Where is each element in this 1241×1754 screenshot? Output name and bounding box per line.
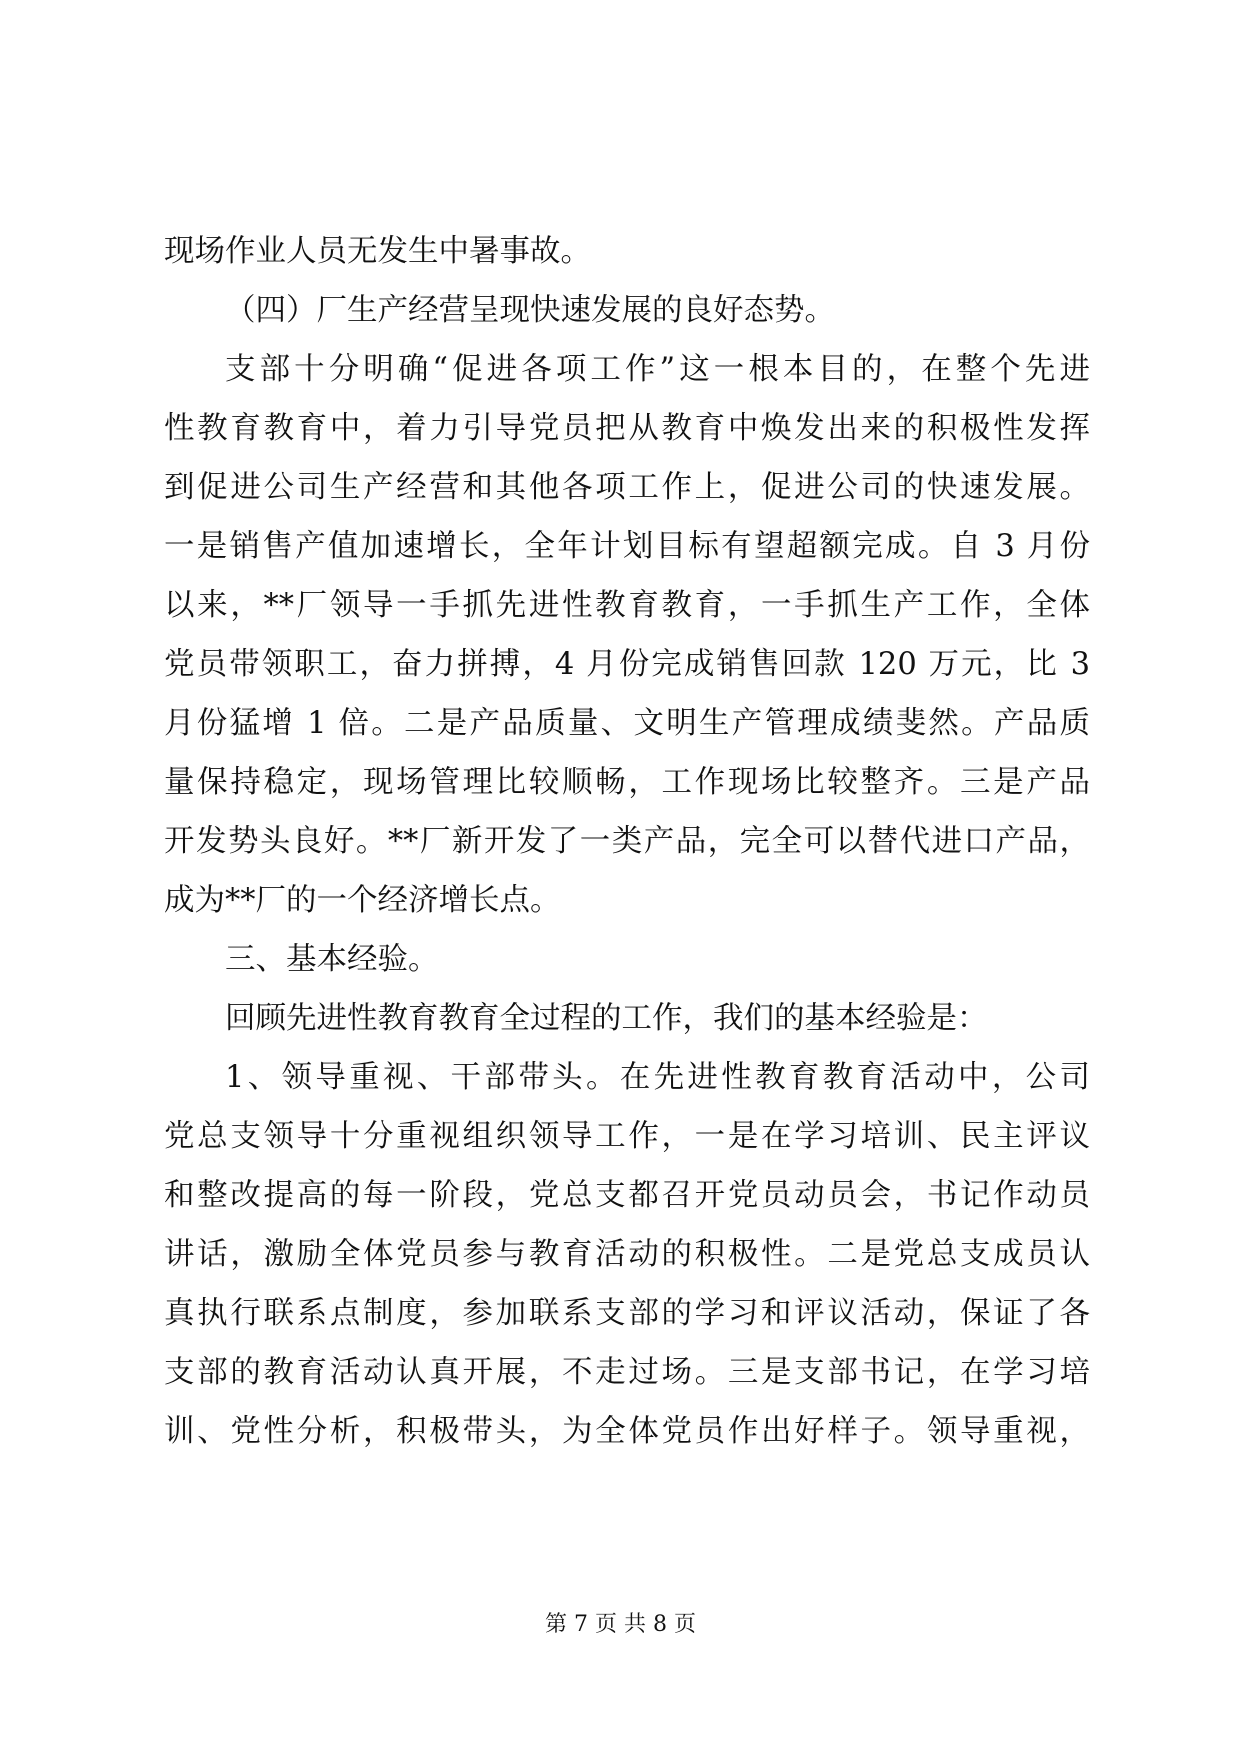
text-line: 讲话，激励全体党员参与教育活动的积极性。二是党总支成员认 xyxy=(164,1237,1090,1272)
text-line: 三、基本经验。 xyxy=(225,942,439,977)
text-line: 以来，**厂领导一手抓先进性教育教育，一手抓生产工作，全体 xyxy=(164,588,1090,623)
document-body xyxy=(164,222,1090,1461)
text-line: 真执行联系点制度，参加联系支部的学习和评议活动，保证了各 xyxy=(164,1296,1090,1331)
text-line: 党员带领职工，奋力拼搏，4 月份完成销售回款 120 万元，比 3 xyxy=(164,647,1090,682)
text-line: 党总支领导十分重视组织领导工作，一是在学习培训、民主评议 xyxy=(164,1119,1090,1154)
text-line: 1、领导重视、干部带头。在先进性教育教育活动中，公司 xyxy=(225,1060,1090,1095)
text-line: 支部十分明确“促进各项工作”这一根本目的，在整个先进 xyxy=(225,352,1090,387)
text-line: 性教育教育中，着力引导党员把从教育中焕发出来的积极性发挥 xyxy=(164,411,1090,446)
text-line: 和整改提高的每一阶段，党总支都召开党员动员会，书记作动员 xyxy=(164,1178,1090,1213)
text-line: 一是销售产值加速增长，全年计划目标有望超额完成。自 3 月份 xyxy=(164,529,1090,564)
text-line: 到促进公司生产经营和其他各项工作上，促进公司的快速发展。 xyxy=(164,470,1090,505)
text-line: 月份猛增 1 倍。二是产品质量、文明生产管理成绩斐然。产品质 xyxy=(164,706,1090,741)
text-line: 现场作业人员无发生中暑事故。 xyxy=(164,234,591,269)
text-line: 开发势头良好。**厂新开发了一类产品，完全可以替代进口产品， xyxy=(164,824,1090,859)
text-line: 成为**厂的一个经济增长点。 xyxy=(164,883,561,918)
text-line: 回顾先进性教育教育全过程的工作，我们的基本经验是： xyxy=(225,1001,988,1036)
text-line: 量保持稳定，现场管理比较顺畅，工作现场比较整齐。三是产品 xyxy=(164,765,1090,800)
page-footer: 第 7 页 共 8 页 xyxy=(545,1612,696,1637)
text-line: 支部的教育活动认真开展，不走过场。三是支部书记，在学习培 xyxy=(164,1355,1090,1390)
text-line: （四）厂生产经营呈现快速发展的良好态势。 xyxy=(225,293,835,328)
text-line: 训、党性分析，积极带头，为全体党员作出好样子。领导重视， xyxy=(164,1414,1090,1449)
